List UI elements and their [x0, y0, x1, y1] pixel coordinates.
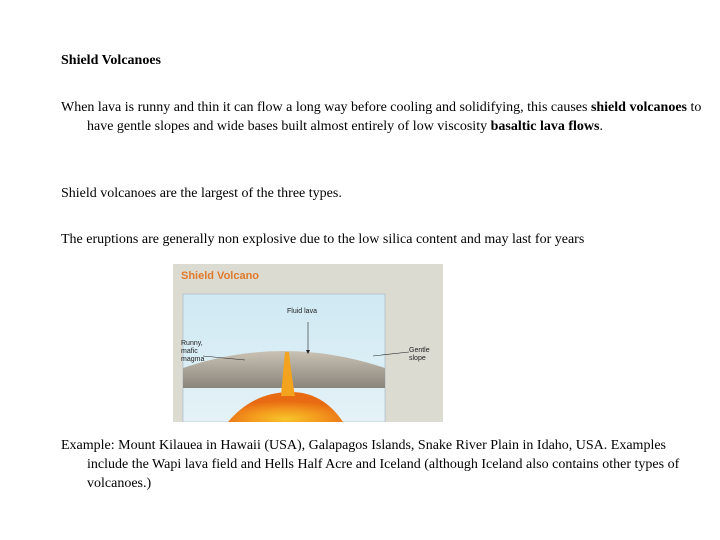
- paragraph-lava-flow: [61, 98, 707, 136]
- label-runny-magma: Runny, mafic magma: [181, 340, 205, 363]
- label-gentle-slope: Gentle slope: [409, 347, 430, 362]
- label-fluid-lava: Fluid lava: [287, 308, 317, 315]
- para1-text-middle: to have gentle slopes and wide bases built almost entirely of low viscosity: [87, 100, 702, 134]
- paragraph-examples: Example: Mount Kilauea in Hawaii (USA), Galapagos Islands, Snake River Plain in Idaho, USA. Examples include the Wapi lava field and Hells Half Acre and Iceland (although Iceland also contains other types of volcanoes.): [61, 438, 680, 491]
- diagram-title: Shield Volcano: [181, 270, 260, 282]
- paragraph-eruptions: The eruptions are generally non explosive due to the low silica content and may last for years: [61, 232, 585, 247]
- shield-volcano-diagram: [173, 264, 443, 422]
- para1-bold-shield-volcanoes: shield volcanoes: [590, 100, 688, 115]
- page-title: Shield Volcanoes: [61, 53, 161, 68]
- paragraph-largest: Shield volcanoes are the largest of the three types.: [61, 186, 342, 201]
- para1-text-after: .: [599, 119, 603, 134]
- para1-bold-basaltic-lava: basaltic lava flows: [490, 119, 600, 134]
- para1-text-before: When lava is runny and thin it can flow a long way before cooling and solidifying, this causes: [61, 100, 591, 115]
